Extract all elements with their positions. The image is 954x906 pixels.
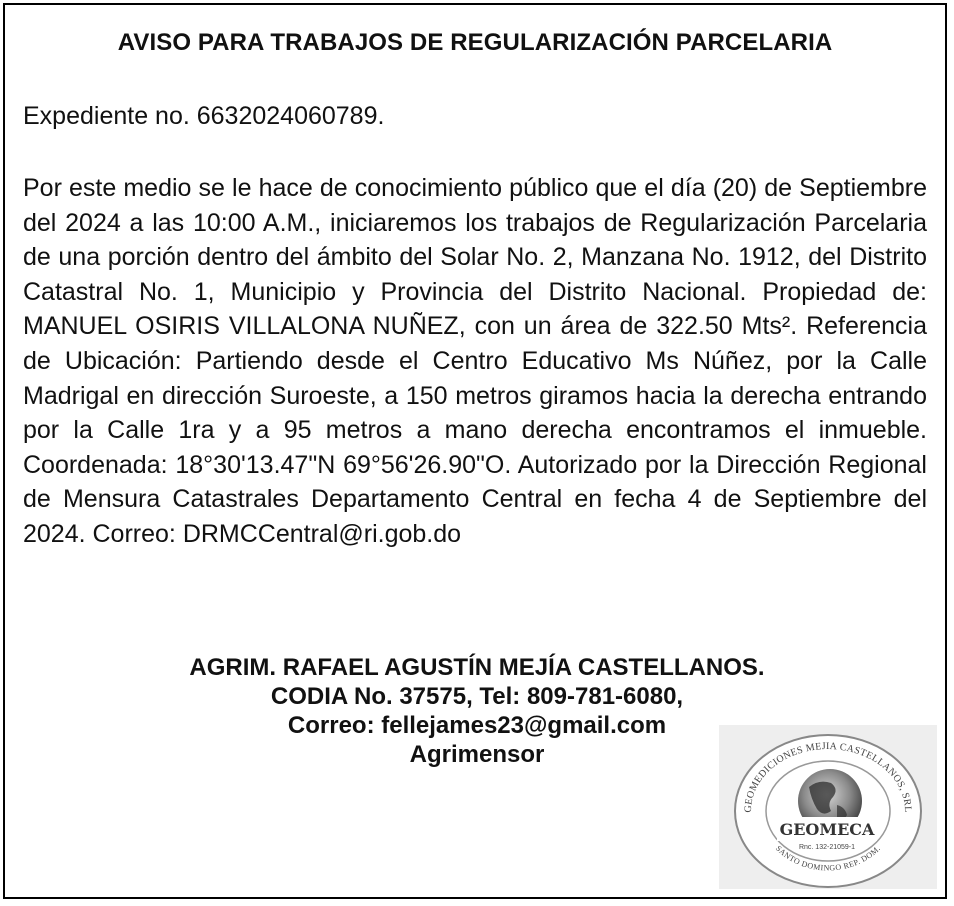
surveyor-codia: CODIA No. 37575, Tel: 809-781-6080, [270,683,684,710]
notice-body: Por este medio se le hace de conocimiento público que el día (20) de Septiembre del 2024 a las 10:00 A.M., iniciaremos los trabajos de Regularización Parcelaria de una porción dentro del ámbito del Solar No. 2, Manzana No. 1912, del Distrito Catastral No. 1, Municipio y Provincia del Distrito Nacional. Propiedad de: MANUEL OSIRIS VILLALONA NUÑEZ, con un área de 322.50 Mts². Referencia de Ubicación: Partiendo desde el Centro Educativo Ms Núñez, por la Calle Madrigal en dirección Suroeste, a 150 metros giramos hacia la derecha entrando por la Calle 1ra y a 95 metros a mano derecha encontramos el inmueble. Coordenada: 18°30'13.47"N 69°56'26.90"O. Autorizado por la Dirección Regional de Mensura Catastrales Departamento Central en fecha 4 de Septiembre del 2024. Correo: DRMCCentral@ri.gob.do [23,174,927,548]
notice-frame [3,3,947,899]
globe-seal-icon [719,725,937,889]
stamp-rnc: Rnc. 132-21059-1 [798,844,856,851]
notice-title: AVISO PARA TRABAJOS DE REGULARIZACIÓN PARCELARIA [117,29,833,56]
stamp-brand: GEOMECA [779,820,875,839]
surveyor-name: AGRIM. RAFAEL AGUSTÍN MEJÍA CASTELLANOS. [189,654,765,681]
company-stamp [719,725,937,889]
stamp-ring-text: GEOMEDICIONES MEJIA CASTELLANOS, SRL [742,740,914,813]
surveyor-email: Correo: fellejames23@gmail.com [287,712,667,739]
expediente-number: Expediente no. 6632024060789. [23,102,385,130]
stamp-bottom-text: SANTO DOMINGO REP. DOM. [773,843,883,873]
surveyor-role: Agrimensor [409,741,545,768]
